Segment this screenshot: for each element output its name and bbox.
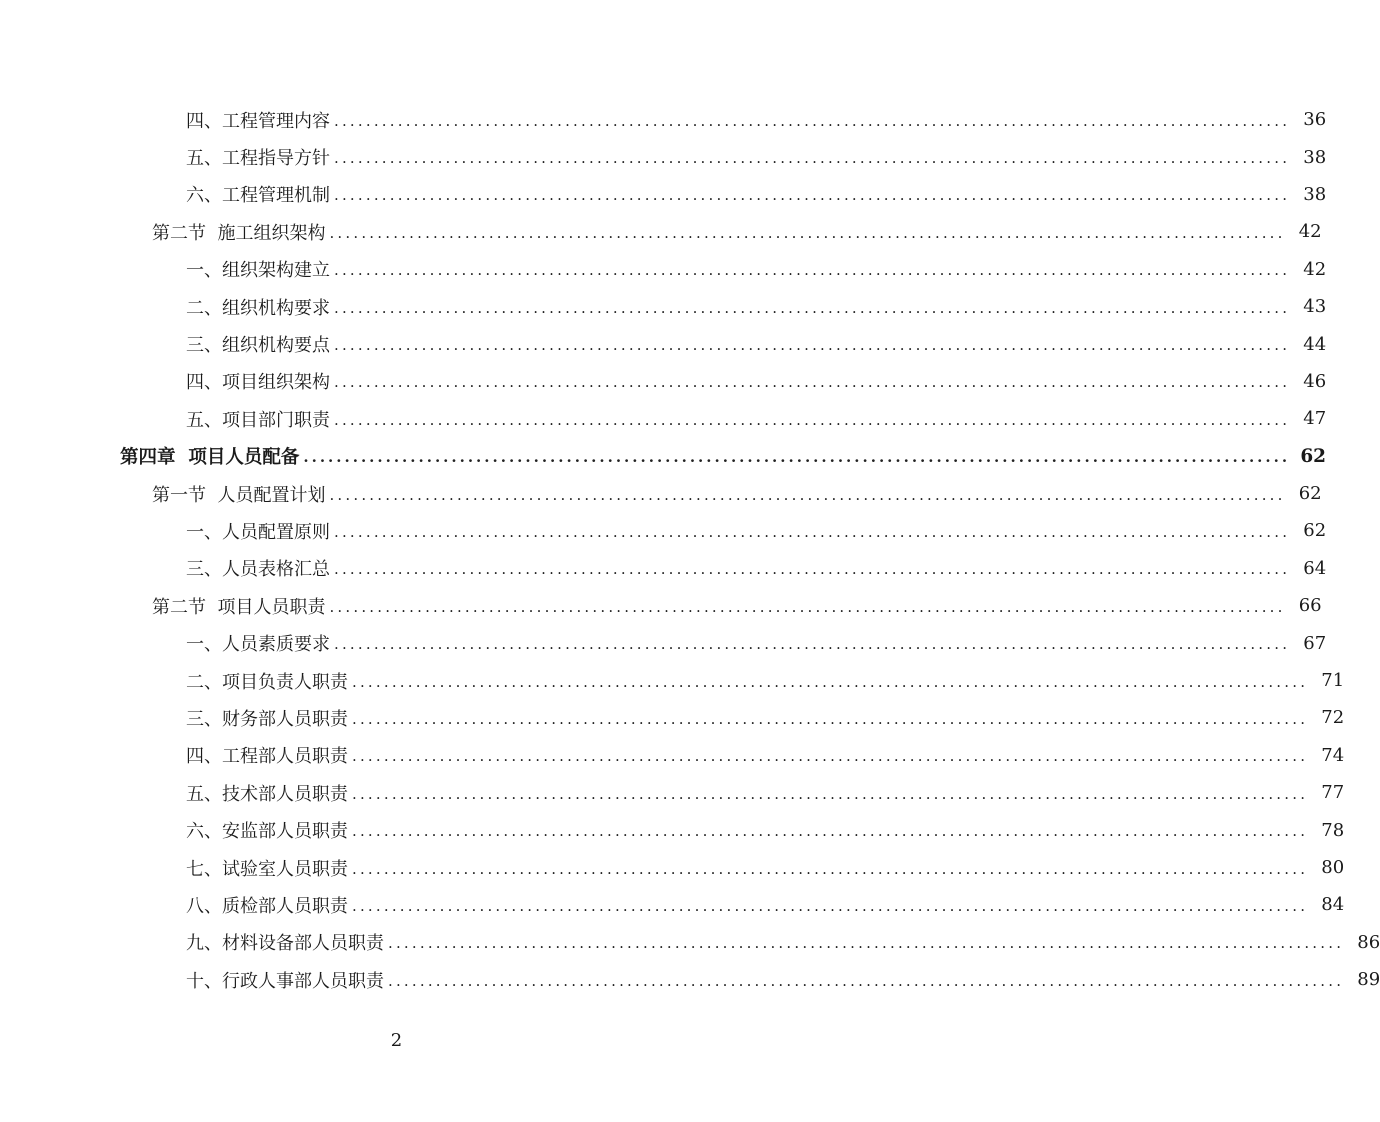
toc-entry-title: 二、组织机构要求 [186,297,330,319]
toc-entry[interactable] [0,363,1327,400]
toc-entry-title: 三、人员表格汇总 [186,559,330,581]
toc-entry-title: 六、工程管理机制 [186,185,330,207]
toc-entry-page: 80 [1321,857,1345,878]
dot-leader: ........................................................................................................................ [352,784,1309,803]
dot-leader: ........................................................................................................................ [329,597,1286,616]
toc-entry-title: 一、人员素质要求 [186,634,330,656]
toc-entry-title: 十、行政人事部人员职责 [186,970,384,992]
toc-entry-title: 八、质检部人员职责 [186,895,348,917]
dot-leader: ........................................................................................................................ [334,336,1291,355]
toc-entry[interactable] [0,924,1380,961]
toc-entry[interactable] [0,176,1327,213]
toc-entry[interactable] [0,325,1327,362]
dot-leader: ........................................................................................................................ [352,672,1309,691]
toc-entry[interactable] [0,662,1345,699]
toc-entry[interactable] [0,774,1345,811]
toc-entry[interactable] [0,737,1345,774]
toc-entry-page: 67 [1303,632,1327,654]
toc-entry-title: 四、项目组织架构 [186,372,330,394]
toc-entry[interactable] [0,475,1322,512]
toc-entry-page: 62 [1303,520,1327,542]
toc-entry[interactable] [0,512,1327,549]
toc-entry[interactable] [0,699,1345,736]
toc-entry-page: 62 [1300,445,1327,467]
dot-leader: ........................................................................................................................ [334,298,1291,317]
toc-entry[interactable] [0,961,1380,998]
toc-entry-title: 四、工程部人员职责 [186,746,348,768]
toc-entry[interactable] [0,400,1327,437]
toc-entry[interactable] [0,849,1345,886]
toc-entry-title: 四、工程管理内容 [186,110,330,132]
toc-entry-title: 第一节 人员配置计划 [152,484,326,506]
toc-entry-title: 三、组织机构要点 [186,335,330,357]
toc-entry-title: 第二节 项目人员职责 [152,596,326,618]
dot-leader: ........................................................................................................................ [334,373,1291,392]
toc-entry[interactable] [0,288,1327,325]
toc-entry-title: 五、项目部门职责 [186,409,330,431]
toc-entry-title: 七、试验室人员职责 [186,858,348,880]
toc-entry-page: 66 [1298,595,1322,617]
dot-leader: ........................................................................................................................ [334,522,1291,541]
dot-leader: ........................................................................................................................ [388,934,1345,953]
dot-leader: ........................................................................................................................ [352,859,1309,878]
toc-entry[interactable] [0,550,1327,587]
toc-entry-page: 64 [1303,557,1327,579]
toc-entry-page: 78 [1321,819,1345,841]
toc-entry-title: 一、组织架构建立 [186,260,330,282]
toc-entry[interactable] [0,811,1345,848]
dot-leader: ........................................................................................................................ [352,747,1309,766]
toc-entry[interactable] [0,213,1322,250]
toc-entry-page: 84 [1321,894,1345,916]
toc-entry-page: 46 [1303,370,1327,392]
toc-entry-page: 44 [1303,333,1327,355]
dot-leader: ........................................................................................................................ [334,410,1291,429]
toc-entry[interactable] [0,587,1322,624]
toc-entry-title: 五、技术部人员职责 [186,783,348,805]
dot-leader: ........................................................................................................................ [329,223,1286,242]
toc-entry-page: 38 [1303,146,1327,168]
dot-leader: ........................................................................................................................ [334,186,1291,205]
toc-entry-title: 九、材料设备部人员职责 [186,933,384,955]
toc-entry-title: 一、人员配置原则 [186,521,330,543]
dot-leader: ........................................................................................................................ [352,896,1309,915]
toc-entry[interactable] [0,886,1345,923]
dot-leader: ........................................................................................................................ [352,709,1309,728]
dot-leader: ........................................................................................................................ [334,111,1291,130]
dot-leader: ........................................................................................................................ [303,448,1291,467]
dot-leader: ........................................................................................................................ [388,971,1345,990]
dot-leader: ........................................................................................................................ [334,635,1291,654]
toc-entry-page: 43 [1303,296,1327,318]
toc-entry-page: 42 [1303,258,1327,280]
page-number: 2 [390,1030,403,1051]
toc-entry-page: 72 [1321,707,1345,729]
toc-entry-page: 89 [1357,969,1380,991]
dot-leader: ........................................................................................................................ [334,261,1291,280]
dot-leader: ........................................................................................................................ [334,149,1291,168]
toc-entry-title: 二、项目负责人职责 [186,671,348,693]
toc-entry[interactable] [0,624,1327,661]
toc-entry-page: 36 [1303,109,1327,131]
toc-entry-page: 86 [1357,931,1380,953]
toc-entry-page: 47 [1303,408,1327,430]
dot-leader: ........................................................................................................................ [329,485,1286,504]
toc-entry-title: 三、财务部人员职责 [186,708,348,730]
toc-entry[interactable] [0,438,1327,475]
toc-entry-page: 42 [1298,221,1322,243]
toc-entry[interactable] [0,101,1327,138]
toc-entry-title: 第四章 项目人员配备 [120,447,300,469]
dot-leader: ........................................................................................................................ [352,822,1309,841]
toc-entry-page: 71 [1321,670,1345,692]
toc-entry-page: 77 [1321,782,1345,804]
toc-entry[interactable] [0,138,1327,175]
toc-entry-page: 38 [1303,183,1327,205]
toc-entry-title: 五、工程指导方针 [186,148,330,170]
toc-entry-title: 第二节 施工组织架构 [152,222,326,244]
dot-leader: ........................................................................................................................ [334,560,1291,579]
toc-entry-page: 74 [1321,744,1345,766]
toc-entry[interactable] [0,251,1327,288]
table-of-contents [0,101,1380,998]
toc-entry-page: 62 [1298,483,1322,505]
toc-entry-title: 六、安监部人员职责 [186,821,348,843]
